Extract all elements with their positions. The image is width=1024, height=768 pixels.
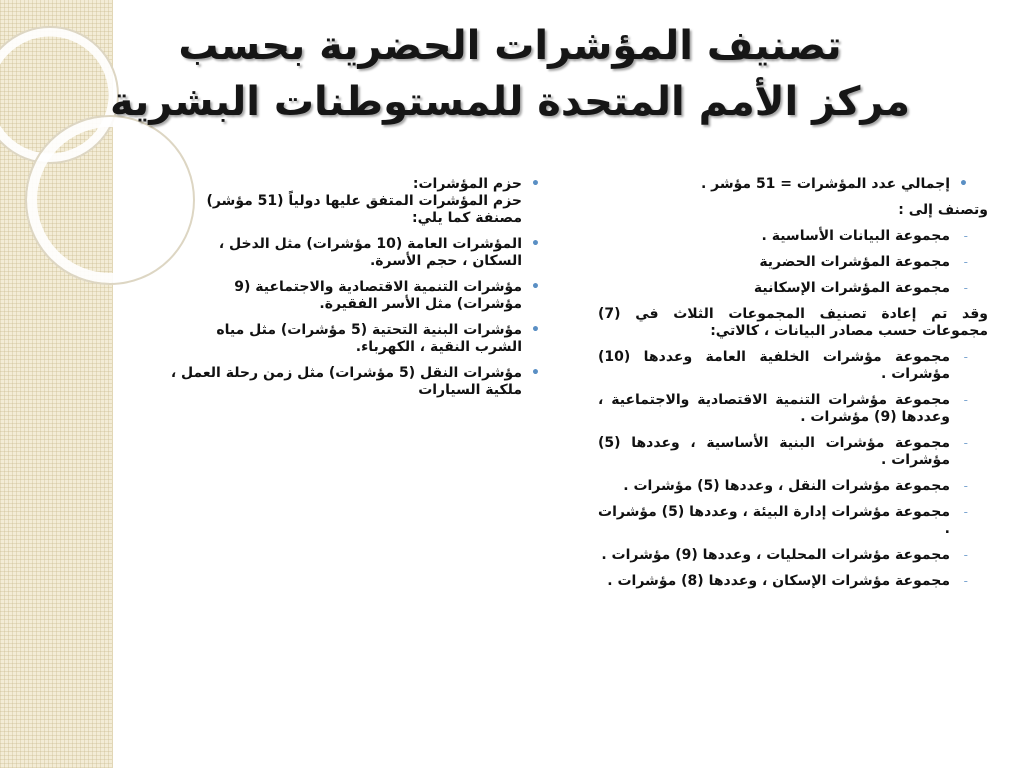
bullet-icon: • xyxy=(531,322,540,338)
list-item: - مجموعة مؤشرات الخلفية العامة وعددها (10) مؤشرات . xyxy=(598,349,968,382)
bullet-icon: • xyxy=(531,176,540,192)
dash-icon: - xyxy=(963,548,968,562)
dash-icon: - xyxy=(963,229,968,243)
dash-icon: - xyxy=(963,505,968,519)
list-item: • مؤشرات البنية التحتية (5 مؤشرات) مثل مياه الشرب النقية ، الكهرباء. xyxy=(216,322,540,355)
right-text-column xyxy=(598,176,988,599)
list-item: - مجموعة مؤشرات الإسكان ، وعددها (8) مؤشرات . xyxy=(607,573,968,589)
list-item-packages xyxy=(170,176,560,227)
list-item: - مجموعة مؤشرات التنمية الاقتصادية والاجتماعية ، وعددها (9) مؤشرات . xyxy=(598,392,968,425)
dash-icon: - xyxy=(963,479,968,493)
list-item-total: • إجمالي عدد المؤشرات = 51 مؤشر . xyxy=(700,176,968,192)
bullet-icon: • xyxy=(531,365,540,381)
ring-lower-outline xyxy=(26,116,194,284)
dash-icon: - xyxy=(963,574,968,588)
dash-icon: - xyxy=(963,350,968,364)
list-item: • مؤشرات النقل (5 مؤشرات) مثل زمن رحلة العمل ، ملكية السيارات xyxy=(170,365,540,398)
list-item: - مجموعة المؤشرات الإسكانية xyxy=(753,280,968,296)
classified-into-text: وتصنف إلى : xyxy=(898,202,988,218)
bullet-icon: • xyxy=(531,279,540,295)
dash-icon: - xyxy=(963,436,968,450)
title-line-1: تصنيف المؤشرات الحضرية بحسب xyxy=(178,23,842,69)
bullet-icon: • xyxy=(959,176,968,192)
list-item: - مجموعة البيانات الأساسية . xyxy=(761,228,968,244)
list-item: - مجموعة مؤشرات إدارة البيئة ، وعددها (5) مؤشرات . xyxy=(598,504,968,537)
reclassification-text: وقد تم إعادة تصنيف المجموعات الثلاث في (7) مجموعات حسب مصادر البيانات ، كالاتي: xyxy=(598,306,988,339)
dash-icon: - xyxy=(963,281,968,295)
list-item: - مجموعة مؤشرات المحليات ، وعددها (9) مؤشرات . xyxy=(601,547,968,563)
packages-line-2: حزم المؤشرات المتفق عليها دولياً (51 مؤشر) xyxy=(206,193,522,209)
bullet-icon: • xyxy=(531,236,540,252)
list-item: - مجموعة مؤشرات النقل ، وعددها (5) مؤشرات . xyxy=(623,478,968,494)
list-item: - مجموعة مؤشرات البنية الأساسية ، وعددها (5) مؤشرات . xyxy=(598,435,968,468)
list-item: • المؤشرات العامة (10 مؤشرات) مثل الدخل ، السكان ، حجم الأسرة. xyxy=(218,236,540,269)
ring-lower xyxy=(32,122,188,278)
dash-icon: - xyxy=(963,393,968,407)
packages-heading: حزم المؤشرات: xyxy=(412,176,522,192)
list-item: • مؤشرات التنمية الاقتصادية والاجتماعية (9 مؤشرات) مثل الأسر الفقيرة. xyxy=(234,279,540,312)
title-line-2: مركز الأمم المتحدة للمستوطنات البشرية xyxy=(110,79,910,125)
slide-title xyxy=(110,18,910,130)
left-text-column xyxy=(170,176,560,408)
packages-line-3: مصنفة كما يلي: xyxy=(411,210,522,226)
list-item: - مجموعة المؤشرات الحضرية xyxy=(759,254,968,270)
dash-icon: - xyxy=(963,255,968,269)
